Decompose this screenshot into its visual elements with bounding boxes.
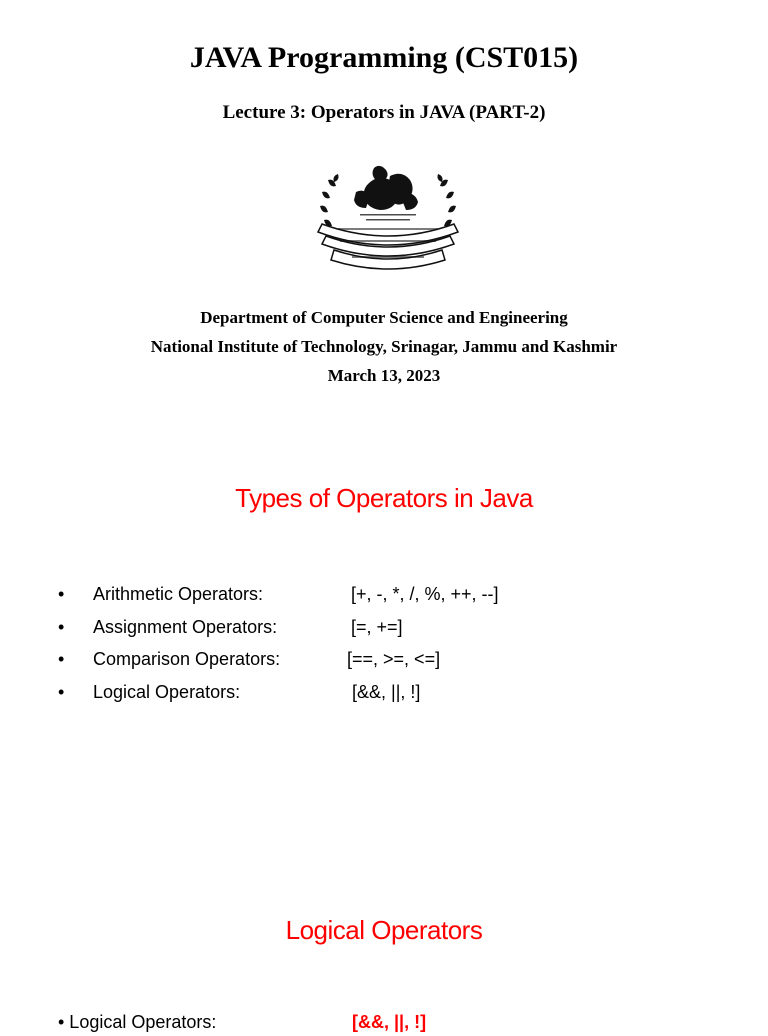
operator-symbols: [=, +=]: [351, 616, 403, 637]
operator-symbols: [+, -, *, /, %, ++, --]: [351, 584, 499, 604]
operator-type-name: • Logical Operators:: [58, 1012, 217, 1032]
institute-name: National Institute of Technology, Srinagar, Jammu and Kashmir: [150, 337, 618, 356]
logical-operators-heading: Logical Operators: [285, 915, 483, 945]
lecture-subtitle: Lecture 3: Operators in JAVA (PART-2): [222, 102, 546, 123]
operator-type-name: Assignment Operators:: [93, 616, 278, 637]
nit-srinagar-emblem-icon: [308, 162, 468, 274]
operator-type-name: Logical Operators:: [93, 681, 241, 702]
bullet-icon: •: [58, 649, 65, 669]
operator-symbols: [&&, ||, !]: [352, 1012, 427, 1032]
bullet-icon: •: [58, 616, 65, 637]
affiliation-block: [0, 303, 768, 390]
operator-symbols: [&&, ||, !]: [352, 681, 421, 702]
logical-operators-partial-row: [58, 1008, 758, 1036]
bullet-icon: •: [58, 584, 65, 604]
operator-type-name: Comparison Operators:: [93, 649, 281, 669]
department-name: Department of Computer Science and Engineering: [200, 308, 568, 327]
document-title: JAVA Programming (CST015): [189, 41, 579, 74]
types-of-operators-heading: Types of Operators in Java: [235, 483, 533, 513]
bullet-icon: •: [58, 681, 65, 702]
operator-type-name: Arithmetic Operators:: [93, 584, 264, 604]
operator-symbols: [==, >=, <=]: [347, 649, 441, 669]
lecture-date: March 13, 2023: [327, 366, 441, 385]
